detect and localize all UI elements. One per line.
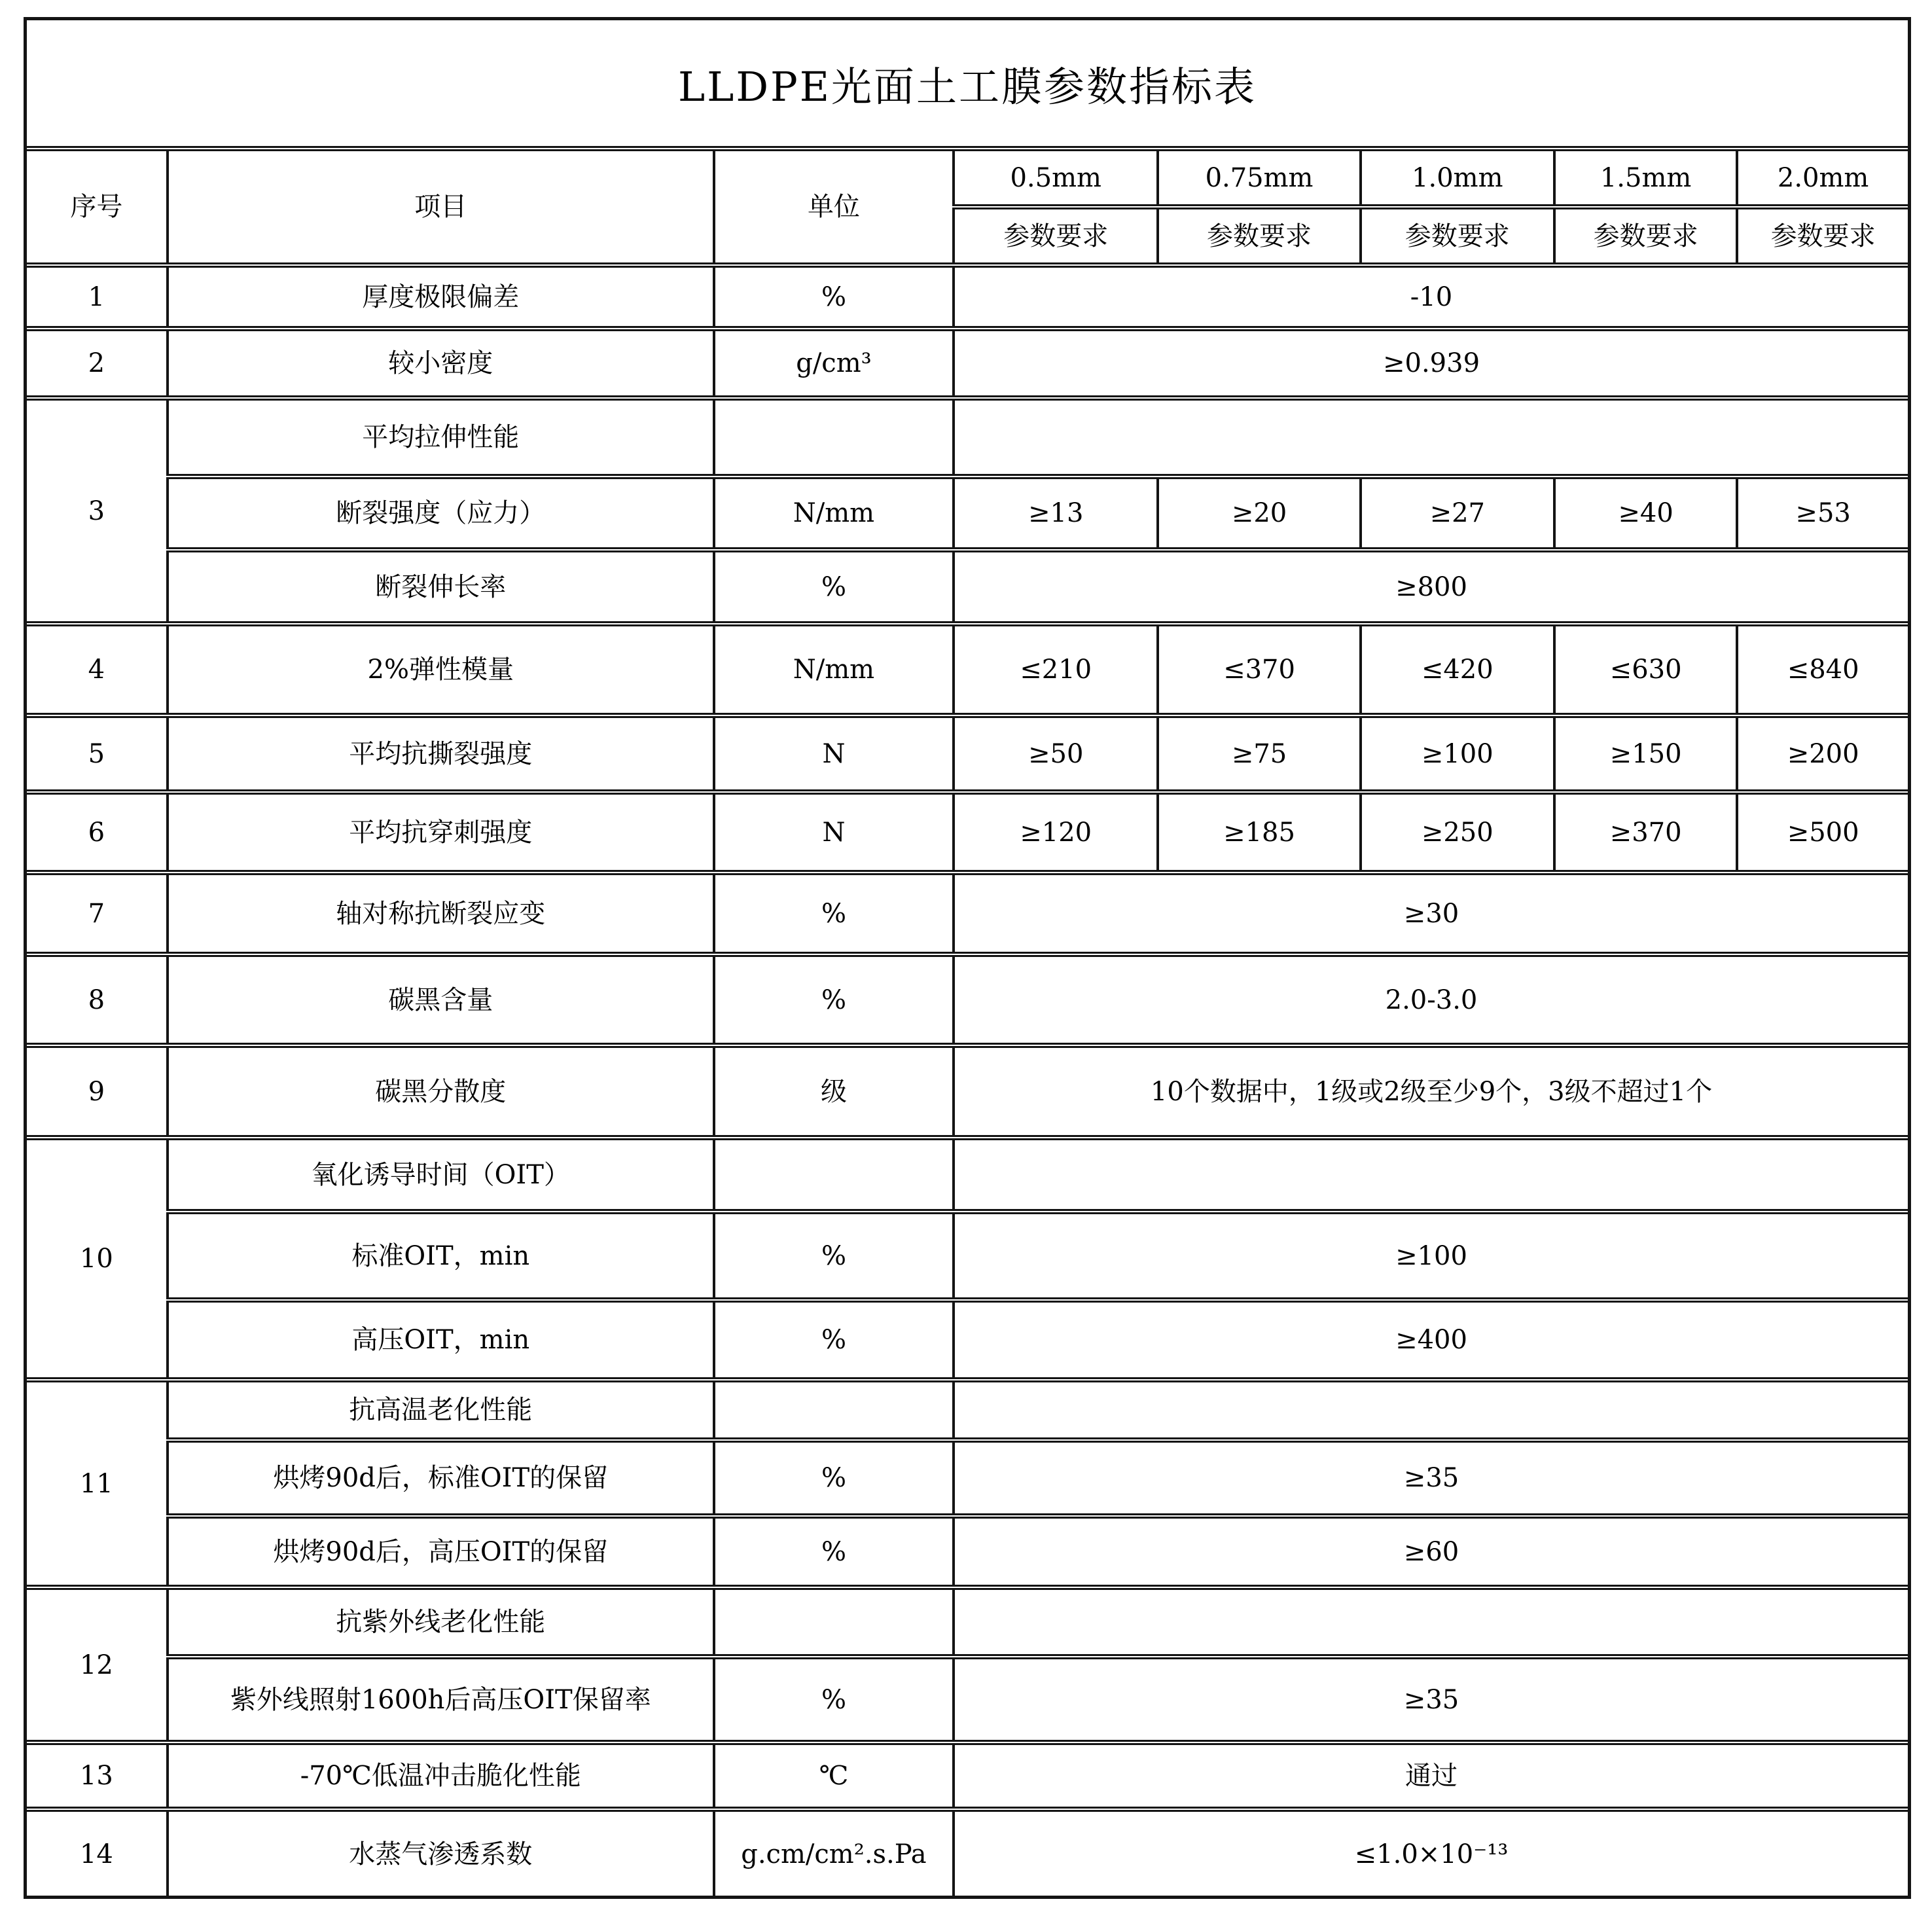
col-header-thickness-2: 0.75mm (1158, 149, 1360, 207)
table-row-12-group (27, 1587, 1908, 1657)
no-cell-7: 7 (27, 873, 168, 954)
no-cell-9: 9 (27, 1045, 168, 1138)
value-cell-7-all: ≥30 (954, 873, 1908, 954)
value-cell-3a-t2: ≥20 (1158, 477, 1360, 550)
unit-cell-12-group (714, 1587, 954, 1657)
table-row-5 (27, 715, 1908, 792)
unit-cell-9: 级 (714, 1045, 954, 1138)
table-row-10-group (27, 1138, 1908, 1212)
table-row-10b (27, 1300, 1908, 1380)
item-cell-12-group: 抗紫外线老化性能 (168, 1587, 714, 1657)
table-row-1 (27, 265, 1908, 329)
item-cell-2: 较小密度 (168, 329, 714, 398)
table-row-2 (27, 329, 1908, 398)
col-header-no: 序号 (27, 149, 168, 265)
table-row-3a (27, 477, 1908, 550)
value-cell-1-all: -10 (954, 265, 1908, 329)
value-cell-11b-all: ≥60 (954, 1516, 1908, 1587)
item-cell-10a: 标准OIT，min (168, 1212, 714, 1300)
unit-cell-2: g/cm³ (714, 329, 954, 398)
table-row-4 (27, 624, 1908, 715)
item-cell-10-group: 氧化诱导时间（OIT） (168, 1138, 714, 1212)
item-cell-4: 2%弹性模量 (168, 624, 714, 715)
table-row-9 (27, 1045, 1908, 1138)
value-cell-13-all: 通过 (954, 1742, 1908, 1809)
no-cell-10: 10 (27, 1138, 168, 1380)
no-cell-3: 3 (27, 398, 168, 624)
item-cell-1: 厚度极限偏差 (168, 265, 714, 329)
value-cell-4-t5: ≤840 (1737, 624, 1908, 715)
unit-cell-6: N (714, 792, 954, 873)
no-cell-5: 5 (27, 715, 168, 792)
item-cell-8: 碳黑含量 (168, 954, 714, 1045)
unit-cell-3-group (714, 398, 954, 477)
value-cell-6-t5: ≥500 (1737, 792, 1908, 873)
unit-cell-4: N/mm (714, 624, 954, 715)
unit-cell-11b: % (714, 1516, 954, 1587)
unit-cell-13: ℃ (714, 1742, 954, 1809)
unit-cell-7: % (714, 873, 954, 954)
item-cell-11a: 烘烤90d后，标准OIT的保留 (168, 1440, 714, 1516)
no-cell-2: 2 (27, 329, 168, 398)
unit-cell-12a: % (714, 1657, 954, 1742)
item-cell-12a: 紫外线照射1600h后高压OIT保留率 (168, 1657, 714, 1742)
unit-cell-11-group (714, 1380, 954, 1440)
value-cell-6-t1: ≥120 (954, 792, 1158, 873)
item-cell-3a: 断裂强度（应力） (168, 477, 714, 550)
value-cell-5-t2: ≥75 (1158, 715, 1360, 792)
col-subheader-req-2: 参数要求 (1158, 207, 1360, 265)
unit-cell-14: g.cm/cm².s.Pa (714, 1809, 954, 1896)
unit-cell-1: % (714, 265, 954, 329)
table-row-3-group (27, 398, 1908, 477)
item-cell-11-group: 抗高温老化性能 (168, 1380, 714, 1440)
table-row-10a (27, 1212, 1908, 1300)
value-cell-4-t2: ≤370 (1158, 624, 1360, 715)
unit-cell-5: N (714, 715, 954, 792)
value-cell-5-t4: ≥150 (1554, 715, 1737, 792)
table-row-11-group (27, 1380, 1908, 1440)
unit-cell-3b: % (714, 550, 954, 624)
item-cell-11b: 烘烤90d后，高压OIT的保留 (168, 1516, 714, 1587)
item-cell-3b: 断裂伸长率 (168, 550, 714, 624)
col-header-thickness-5: 2.0mm (1737, 149, 1908, 207)
col-header-thickness-3: 1.0mm (1361, 149, 1554, 207)
value-cell-3a-t5: ≥53 (1737, 477, 1908, 550)
value-cell-12a-all: ≥35 (954, 1657, 1908, 1742)
value-cell-3a-t1: ≥13 (954, 477, 1158, 550)
no-cell-1: 1 (27, 265, 168, 329)
item-cell-3-group: 平均拉伸性能 (168, 398, 714, 477)
value-cell-10a-all: ≥100 (954, 1212, 1908, 1300)
unit-cell-10a: % (714, 1212, 954, 1300)
value-cell-5-t1: ≥50 (954, 715, 1158, 792)
no-cell-14: 14 (27, 1809, 168, 1896)
table-row-7 (27, 873, 1908, 954)
title-band (27, 20, 1908, 146)
item-cell-7: 轴对称抗断裂应变 (168, 873, 714, 954)
table-row-14 (27, 1809, 1908, 1896)
value-cell-14-all: ≤1.0×10⁻¹³ (1354, 1839, 1509, 1869)
no-cell-8: 8 (27, 954, 168, 1045)
col-subheader-req-4: 参数要求 (1554, 207, 1737, 265)
item-cell-10b: 高压OIT，min (168, 1300, 714, 1380)
col-subheader-req-1: 参数要求 (954, 207, 1158, 265)
value-cell-4-t1: ≤210 (954, 624, 1158, 715)
table-row-13 (27, 1742, 1908, 1809)
item-cell-14: 水蒸气渗透系数 (168, 1809, 714, 1896)
spec-sheet (24, 17, 1911, 1899)
unit-cell-11a: % (714, 1440, 954, 1516)
table-row-12a (27, 1657, 1908, 1742)
value-cell-11-group (954, 1380, 1908, 1440)
no-cell-12: 12 (27, 1587, 168, 1742)
value-cell-4-t4: ≤630 (1554, 624, 1737, 715)
item-cell-5: 平均抗撕裂强度 (168, 715, 714, 792)
col-subheader-req-5: 参数要求 (1737, 207, 1908, 265)
value-cell-5-t3: ≥100 (1361, 715, 1554, 792)
col-header-thickness-1: 0.5mm (954, 149, 1158, 207)
value-cell-4-t3: ≤420 (1361, 624, 1554, 715)
value-cell-8-all: 2.0-3.0 (954, 954, 1908, 1045)
value-cell-5-t5: ≥200 (1737, 715, 1908, 792)
no-cell-11: 11 (27, 1380, 168, 1587)
value-cell-6-t3: ≥250 (1361, 792, 1554, 873)
no-cell-4: 4 (27, 624, 168, 715)
value-cell-11a-all: ≥35 (954, 1440, 1908, 1516)
value-cell-10-group (954, 1138, 1908, 1212)
item-cell-6: 平均抗穿刺强度 (168, 792, 714, 873)
value-cell-2-all: ≥0.939 (954, 329, 1908, 398)
table-row-8 (27, 954, 1908, 1045)
table-row-11b (27, 1516, 1908, 1587)
value-cell-12-group (954, 1587, 1908, 1657)
value-cell-3a-t3: ≥27 (1361, 477, 1554, 550)
col-header-item: 项目 (168, 149, 714, 265)
value-cell-6-t2: ≥185 (1158, 792, 1360, 873)
header-row-1 (27, 149, 1908, 207)
unit-cell-8: % (714, 954, 954, 1045)
item-cell-9: 碳黑分散度 (168, 1045, 714, 1138)
table-row-3b (27, 550, 1908, 624)
value-cell-9-all: 10个数据中，1级或2级至少9个，3级不超过1个 (954, 1045, 1908, 1138)
value-cell-3a-t4: ≥40 (1554, 477, 1737, 550)
value-cell-3b-all: ≥800 (954, 550, 1908, 624)
no-cell-13: 13 (27, 1742, 168, 1809)
value-cell-10b-all: ≥400 (954, 1300, 1908, 1380)
unit-cell-3a: N/mm (714, 477, 954, 550)
unit-cell-10-group (714, 1138, 954, 1212)
value-cell-3-group (954, 398, 1908, 477)
no-cell-6: 6 (27, 792, 168, 873)
table-row-11a (27, 1440, 1908, 1516)
col-header-unit: 单位 (714, 149, 954, 265)
value-cell-6-t4: ≥370 (1554, 792, 1737, 873)
col-header-thickness-4: 1.5mm (1554, 149, 1737, 207)
table-row-6 (27, 792, 1908, 873)
col-subheader-req-3: 参数要求 (1361, 207, 1554, 265)
item-cell-13: -70℃低温冲击脆化性能 (168, 1742, 714, 1809)
spec-table (27, 146, 1908, 1896)
page-title: LLDPE光面土工膜参数指标表 (677, 62, 1257, 111)
unit-cell-10b: % (714, 1300, 954, 1380)
